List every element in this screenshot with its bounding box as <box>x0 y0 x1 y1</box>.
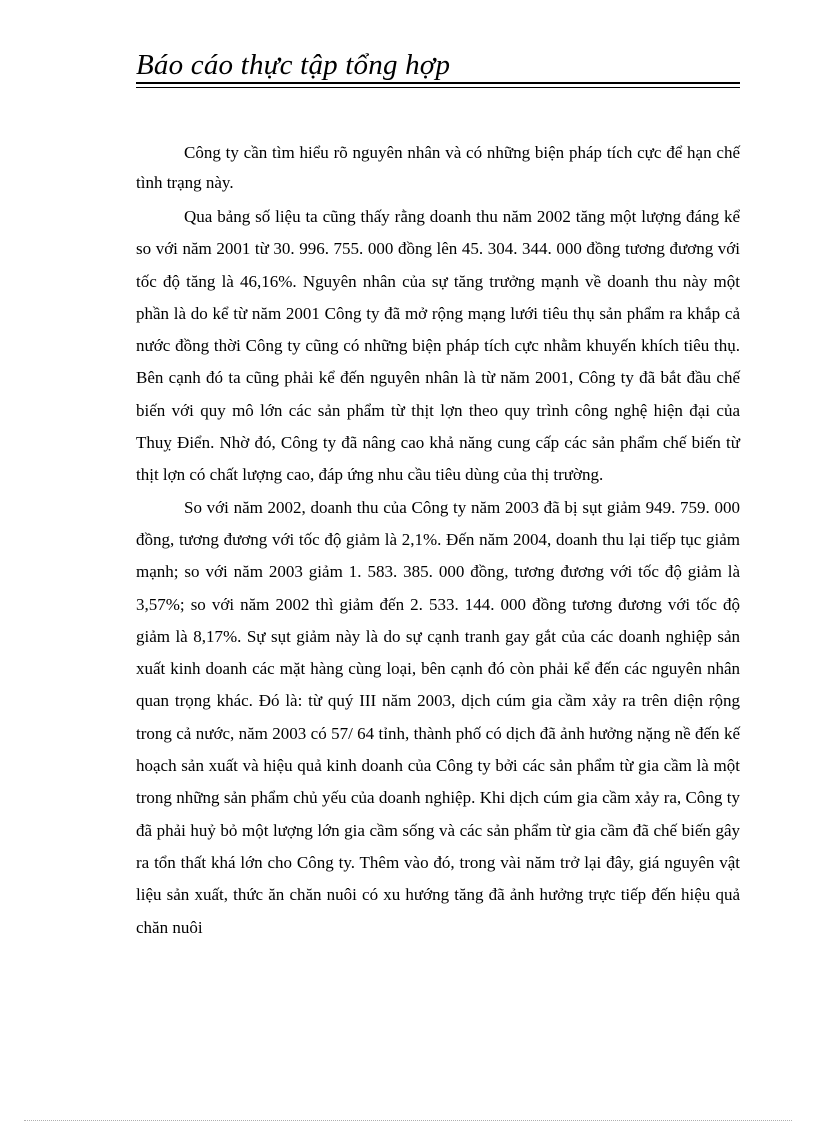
page-bottom-divider <box>24 1120 792 1121</box>
paragraph: Qua bảng số liệu ta cũng thấy rằng doanh thu năm 2002 tăng một lượng đáng kể so với năm 2001 từ 30. 996. 755. 000 đồng lên 45. 304. 344. 000 đồng tương đương với tốc độ tăng là 46,16%. Nguyên nhân của sự tăng trưởng mạnh về doanh thu này một phần là do kể từ năm 2001 Công ty đã mở rộng mạng lưới tiêu thụ sản phẩm ra khắp cả nước đồng thời Công ty cũng có những biện pháp tích cực nhằm khuyến khích tiêu thụ. Bên cạnh đó ta cũng phải kể đến nguyên nhân là từ năm 2001, Công ty đã bắt đầu chế biến với quy mô lớn các sản phẩm từ thịt lợn theo quy trình công nghệ hiện đại của Thuỵ Điển. Nhờ đó, Công ty đã nâng cao khả năng cung cấp các sản phẩm chế biến từ thịt lợn có chất lượng cao, đáp ứng nhu cầu tiêu dùng của thị trường. <box>136 207 740 485</box>
page-header <box>136 46 740 84</box>
header-rule-secondary <box>136 87 740 88</box>
document-body <box>136 138 740 944</box>
header-title: Báo cáo thực tập tổng hợp <box>136 49 451 81</box>
header-rule <box>136 82 740 84</box>
paragraph: Công ty cần tìm hiểu rõ nguyên nhân và có những biện pháp tích cực để hạn chế tình trạng này. <box>136 143 740 192</box>
paragraph: So với năm 2002, doanh thu của Công ty năm 2003 đã bị sụt giảm 949. 759. 000 đồng, tương đương với tốc độ giảm là 2,1%. Đến năm 2004, doanh thu lại tiếp tục giảm mạnh; so với năm 2003 giảm 1. 583. 385. 000 đồng, tương đương với tốc độ giảm là 3,57%; so với năm 2002 thì giảm đến 2. 533. 144. 000 đồng tương đương với tốc độ giảm là 8,17%. Sự sụt giảm này là do sự cạnh tranh gay gắt của các doanh nghiệp sản xuất kinh doanh các mặt hàng cùng loại, bên cạnh đó còn phải kể đến các nguyên nhân quan trọng khác. Đó là: từ quý III năm 2003, dịch cúm gia cầm xảy ra trên diện rộng trong cả nước, năm 2003 có 57/ 64 tỉnh, thành phố có dịch đã ảnh hưởng nặng nề đến kế hoạch sản xuất và hiệu quả kinh doanh của Công ty bởi các sản phẩm từ gia cầm là một trong những sản phẩm chủ yếu của doanh nghiệp. Khi dịch cúm gia cầm xảy ra, Công ty đã phải huỷ bỏ một lượng lớn gia cầm sống và các sản phẩm từ gia cầm đã chế biến gây ra tổn thất khá lớn cho Công ty. Thêm vào đó, trong vài năm trở lại đây, giá nguyên vật liệu sản xuất, thức ăn chăn nuôi có xu hướng tăng đã ảnh hưởng trực tiếp đến hiệu quả chăn nuôi <box>136 497 740 937</box>
